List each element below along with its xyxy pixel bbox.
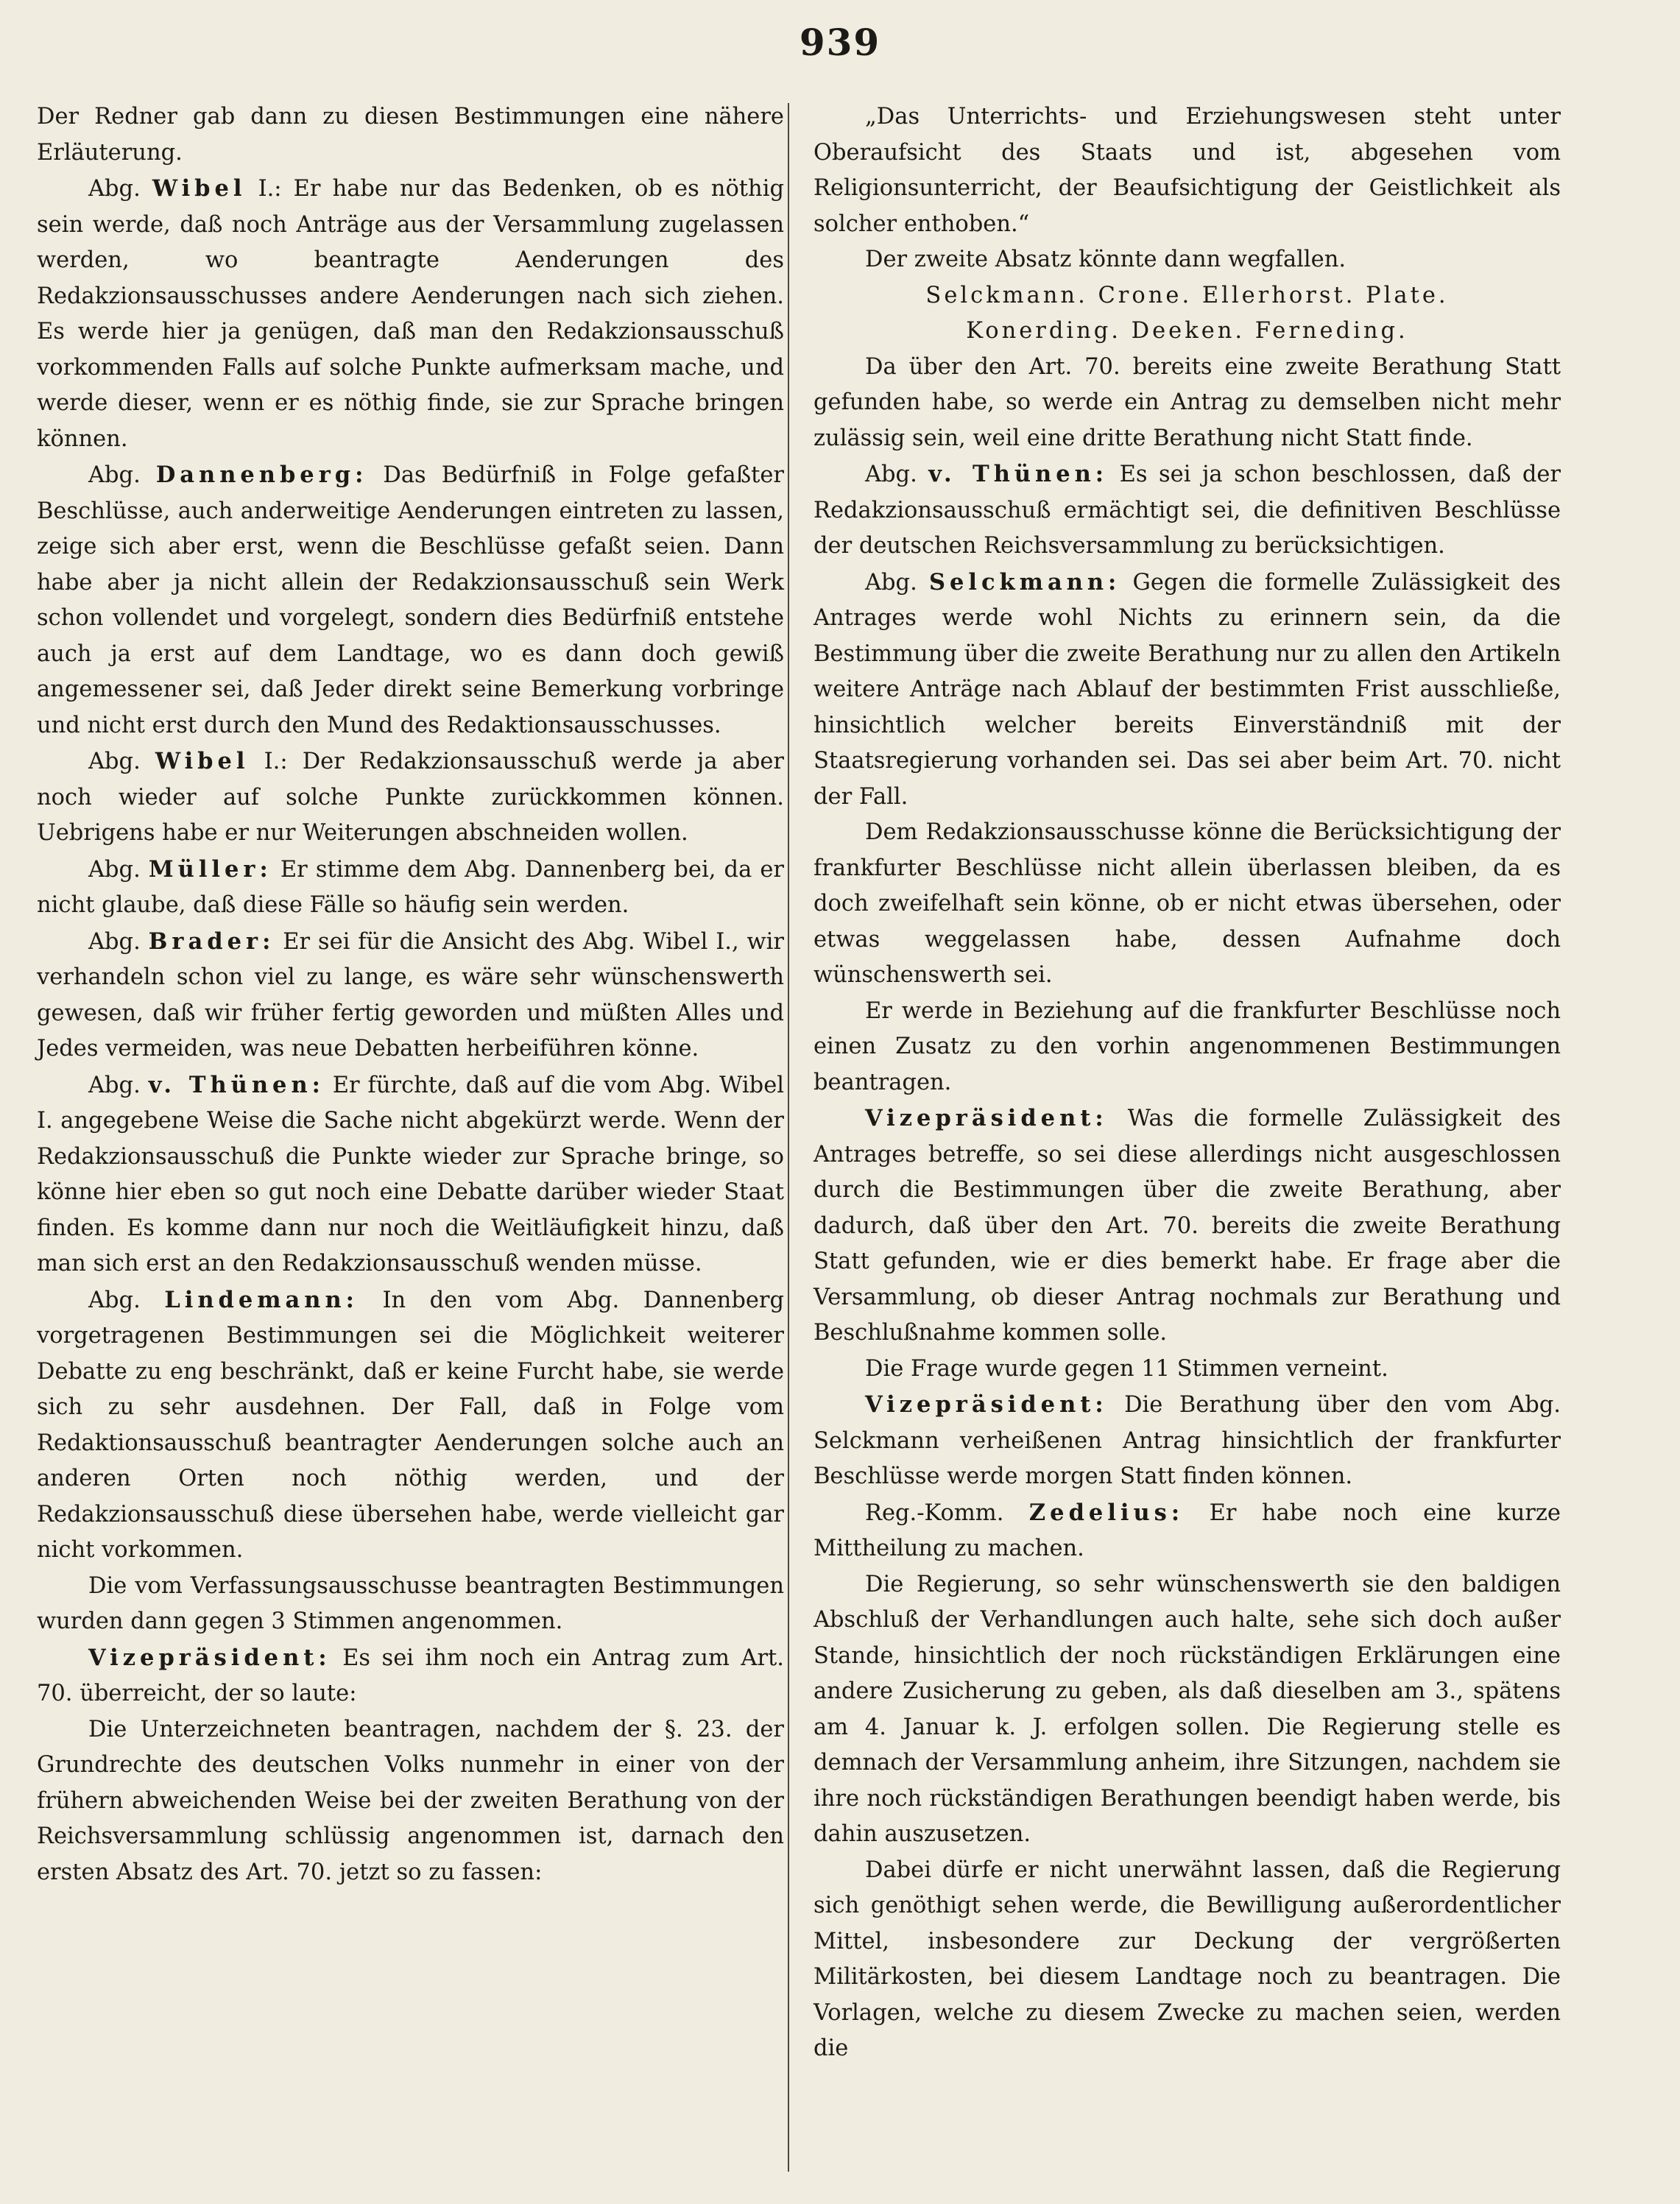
- paragraph-text: Die Berathung über den vom Abg. Selckmann verheißenen Antrag hinsichtlich der frankfurter Beschlüsse werde morgen Statt finden können.: [813, 1392, 1561, 1489]
- paragraph: [37, 744, 784, 852]
- paragraph-text: Selckmann. Crone. Ellerhorst. Plate.: [925, 282, 1449, 308]
- paragraph: [813, 815, 1561, 994]
- paragraph-text: Die Frage wurde gegen 11 Stimmen verneint.: [865, 1355, 1388, 1382]
- paragraph-text: Es sei ja schon beschlossen, daß der Redakzionsausschuß ermächtigt sei, die definitiven Beschlüsse der deutschen Reichsversammlung zu berücksichtigen.: [813, 462, 1561, 559]
- speaker-name: Brader:: [148, 928, 275, 955]
- speaker-name: Vizepräsident:: [865, 1391, 1108, 1418]
- speaker-title: Abg.: [865, 462, 917, 487]
- paragraph-text: Es sei ihm noch ein Antrag zum Art. 70. überreicht, der so laute:: [37, 1645, 784, 1706]
- speaker-title: Abg.: [88, 176, 141, 202]
- speaker-name: Vizepräsident:: [865, 1105, 1108, 1131]
- speaker-name: Wibel: [152, 175, 247, 202]
- paragraph: [813, 99, 1561, 242]
- paragraph-text: Das Bedürfniß in Folge gefaßter Beschlüsse, auch anderweitige Aenderungen eintreten zu lassen, zeige sich aber erst, wenn die Beschlüsse gefaßt seien. Dann habe aber ja nicht allein der Redakzionsausschuß sein Werk schon vollendet und vorgelegt, sondern dies Bedürfniß entstehe auch ja erst auf dem Landtage, wo es dann doch gewiß angemessener sei, daß Jeder direkt seine Bemerkung vorbringe und nicht erst durch den Mund des Redaktionsausschusses.: [37, 462, 784, 738]
- speaker-name: Vizepräsident:: [88, 1644, 331, 1671]
- speaker-title: Abg.: [88, 462, 141, 488]
- paragraph-text: Er habe nur das Bedenken, ob es nöthig sein werde, daß noch Anträge aus der Versammlung zugelassen werden, wo beantragte Aenderungen des Redakzionsausschusses andere Aenderungen nach sich ziehen. Es werde hier ja genügen, daß man den Redakzionsausschuß vorkommenden Falls auf solche Punkte aufmerksam mache, und werde dieser, wenn er es nöthig finde, sie zur Sprache bringen können.: [37, 176, 784, 452]
- speaker-name: Selckmann:: [928, 568, 1121, 596]
- paragraph-text: Was die formelle Zulässigkeit des Antrages betreffe, so sei diese allerdings nicht ausgeschlossen durch die Bestimmungen über die zweite Berathung, aber dadurch, daß über den Art. 70. bereits die zweite Berathung Statt gefunden, wie er dies bemerkt habe. Er frage aber die Versammlung, ob dieser Antrag nochmals zur Berathung und Beschlußnahme kommen solle.: [813, 1106, 1561, 1346]
- speaker-title: Abg.: [88, 928, 141, 955]
- paragraph-text: „Das Unterrichts- und Erziehungswesen steht unter Oberaufsicht des Staats und ist, abgesehen vom Religionsunterricht, der Beaufsichtigung der Geistlichkeit als solcher enthoben.“: [813, 104, 1561, 237]
- speaker-name: Lindemann:: [164, 1286, 359, 1313]
- paragraph-text: Der Redakzionsausschuß werde ja aber noch wieder auf solche Punkte zurückkommen können. Uebrigens habe er nur Weiterungen abschneiden wollen.: [37, 749, 784, 846]
- speaker-title: Abg.: [88, 1287, 141, 1313]
- paragraph-text: Dem Redakzionsausschusse könne die Berücksichtigung der frankfurter Beschlüsse nicht allein überlassen bleiben, da es doch zweifelhaft sein könne, ob er nicht etwas übersehen, oder etwas weggelassen habe, dessen Aufnahme doch wünschenswerth sei.: [813, 819, 1561, 988]
- speaker-name: Müller:: [148, 855, 272, 883]
- speaker-title: Abg.: [88, 749, 141, 774]
- paragraph: [37, 852, 784, 924]
- speaker-suffix: I.:: [264, 749, 288, 774]
- paragraph: [813, 1352, 1561, 1388]
- paragraph-text: Der Redner gab dann zu diesen Bestimmungen eine nähere Erläuterung.: [37, 104, 784, 166]
- paragraph: [37, 1067, 784, 1282]
- paragraph: [37, 171, 784, 457]
- paragraph: [813, 350, 1561, 457]
- paragraph-text: Konerding. Deeken. Ferneding.: [966, 318, 1408, 344]
- paragraph-text: Er sei für die Ansicht des Abg. Wibel I., wir verhandeln schon viel zu lange, es wäre sehr wünschenswerth gewesen, daß wir früher fertig geworden und müßten Alles und Jedes vermeiden, was neue Debatten herbeiführen könne.: [37, 928, 784, 1062]
- paragraph: [37, 1282, 784, 1569]
- paragraph: [813, 242, 1561, 278]
- paragraph: [37, 1712, 784, 1891]
- paragraph: [813, 1101, 1561, 1352]
- paragraph: [37, 1569, 784, 1640]
- paragraph-text: Da über den Art. 70. bereits eine zweite Berathung Statt gefunden habe, so werde ein Antrag zu demselben nicht mehr zulässig sein, weil eine dritte Berathung nicht Statt finde.: [813, 353, 1561, 451]
- paragraph-text: Die Regierung, so sehr wünschenswerth sie den baldigen Abschluß der Verhandlungen auch halte, sehe sich doch außer Stande, hinsichtlich der noch rückständigen Erklärungen eine andere Zusicherung zu geben, als daß dieselben am 3., spätens am 4. Januar k. J. erfolgen sollen. Die Regierung stelle es demnach der Versammlung anheim, ihre Sitzungen, nachdem sie ihre noch rückständigen Berathungen beendigt haben werde, bis dahin auszusetzen.: [813, 1571, 1561, 1847]
- paragraph-text: Er werde in Beziehung auf die frankfurter Beschlüsse noch einen Zusatz zu den vorhin angenommenen Bestimmungen beantragen.: [813, 997, 1561, 1095]
- paragraph: [813, 1853, 1561, 2067]
- paragraph: [813, 278, 1561, 314]
- speaker-title: Reg.-Komm.: [865, 1500, 1004, 1526]
- paragraph-text: Er stimme dem Abg. Dannenberg bei, da er nicht glaube, daß diese Fälle so häufig sein werden.: [37, 856, 785, 918]
- speaker-name: Wibel: [155, 748, 250, 774]
- paragraph-text: Der zweite Absatz könnte dann wegfallen.: [865, 247, 1347, 272]
- page-number: 939: [799, 21, 881, 64]
- speaker-name: Dannenberg:: [155, 462, 368, 488]
- paragraph-text: Dabei dürfe er nicht unerwähnt lassen, daß die Regierung sich genöthigt sehen werde, die Bewilligung außerordentlicher Mittel, insbesondere zur Deckung der vergrößerten Militärkosten, bei diesem Landtage noch zu beantragen. Die Vorlagen, welche zu diesem Zwecke zu machen seien, werden die: [813, 1857, 1561, 2061]
- paragraph: [813, 1387, 1561, 1495]
- speaker-title: Abg.: [865, 569, 917, 596]
- left-column: [37, 99, 784, 1890]
- speaker-title: Abg.: [88, 1072, 141, 1098]
- paragraph-text: Die vom Verfassungsausschusse beantragten Bestimmungen wurden dann gegen 3 Stimmen angenommen.: [37, 1572, 784, 1634]
- paragraph-text: Er habe noch eine kurze Mittheilung zu machen.: [813, 1500, 1561, 1561]
- column-rule: [788, 103, 789, 2172]
- paragraph-text: Gegen die formelle Zulässigkeit des Antrages werde wohl Nichts zu erinnern sein, da die Bestimmung über die zweite Berathung nur zu allen den Artikeln weitere Anträge nach Ablauf der bestimmten Frist ausschließe, hinsichtlich welcher bereits Einverständniß mit der Staatsregierung vorhanden sei. Das sei aber beim Art. 70. nicht der Fall.: [813, 569, 1561, 810]
- speaker-title: Abg.: [88, 856, 141, 883]
- paragraph: [37, 1640, 784, 1712]
- paragraph: [813, 994, 1561, 1101]
- speaker-name: v. Thünen:: [148, 1071, 325, 1098]
- speaker-name: v. Thünen:: [928, 461, 1109, 487]
- paragraph-text: In den vom Abg. Dannenberg vorgetragenen Bestimmungen sei die Möglichkeit weiterer Debatte zu eng beschränkt, daß er keine Furcht habe, sie werde sich zu sehr ausdehnen. Der Fall, daß in Folge vom Redaktionsausschuß beantragter Aenderungen solche auch an anderen Orten noch nöthig werden, und der Redakzionsausschuß diese übersehen habe, werde vielleicht gar nicht vorkommen.: [37, 1287, 784, 1563]
- paragraph: [813, 456, 1561, 565]
- paragraph: [37, 457, 784, 744]
- paragraph-text: Die Unterzeichneten beantragen, nachdem der §. 23. der Grundrechte des deutschen Volks nunmehr in einer von der frühern abweichenden Weise bei der zweiten Berathung von der Reichsversammlung schlüssig angenommen ist, darnach den ersten Absatz des Art. 70. jetzt so zu fassen:: [37, 1716, 784, 1885]
- paragraph: [813, 565, 1561, 816]
- paragraph: [37, 99, 784, 171]
- paragraph: [813, 1495, 1561, 1567]
- paragraph-text: Er fürchte, daß auf die vom Abg. Wibel I. angegebene Weise die Sache nicht abgekürzt werde. Wenn der Redakzionsausschuß die Punkte wieder zur Sprache bringe, so könne hier eben so gut noch eine Debatte darüber wieder Staat finden. Es komme dann nur noch die Weitläufigkeit hinzu, daß man sich erst an den Redakzionsausschuß wenden müsse.: [37, 1072, 784, 1276]
- paragraph: [813, 314, 1561, 350]
- speaker-suffix: I.:: [258, 176, 282, 202]
- speaker-name: Zedelius:: [1028, 1499, 1185, 1526]
- paragraph: [37, 924, 784, 1067]
- paragraph: [813, 1567, 1561, 1853]
- right-column: [813, 99, 1561, 2067]
